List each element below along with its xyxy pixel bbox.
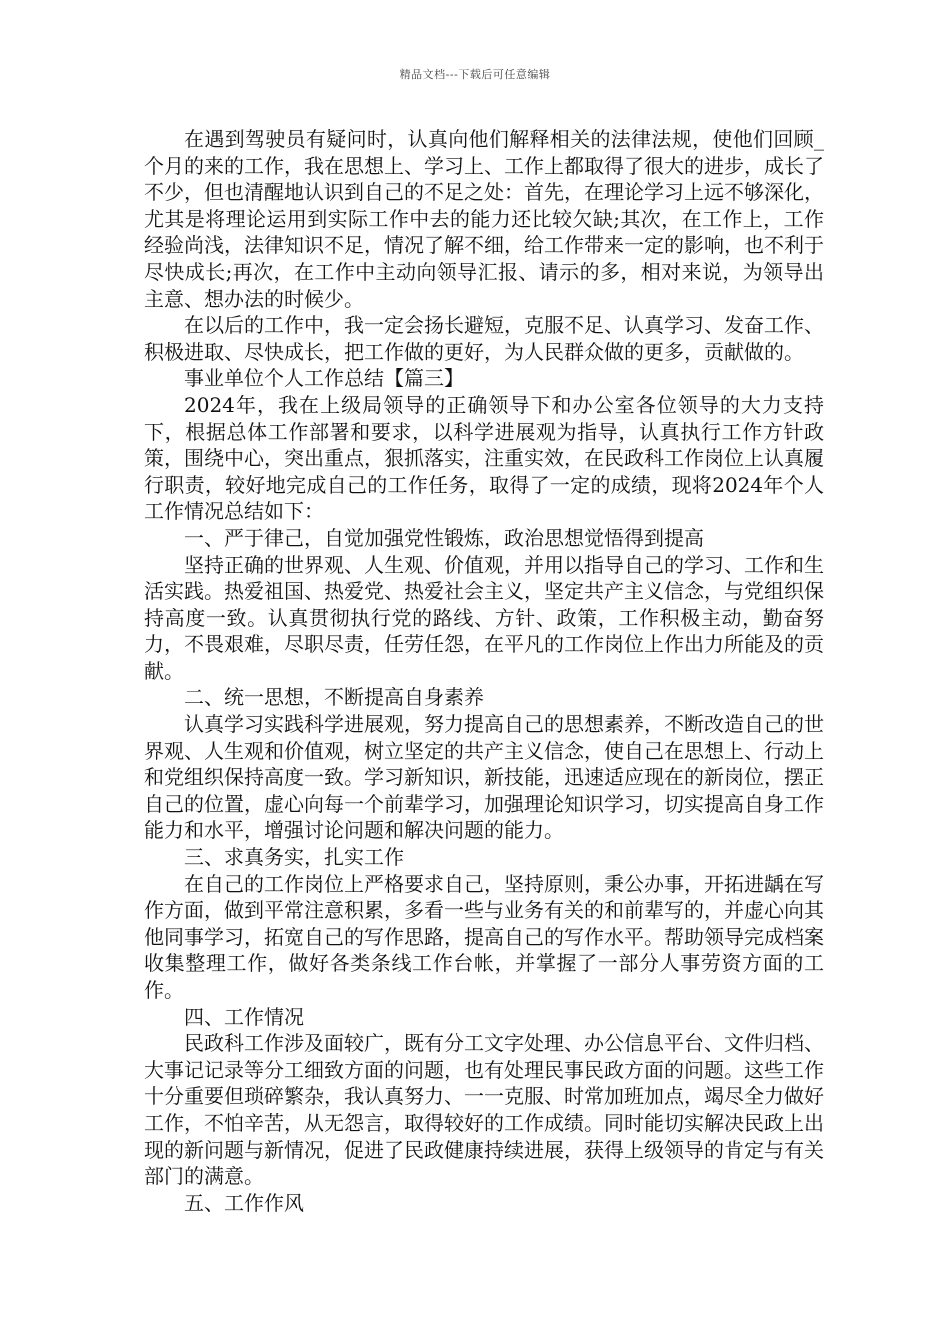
paragraph: 民政科工作涉及面较广，既有分工文字处理、办公信息平台、文件归档、大事记记录等分工细致方面的问题，也有处理民事民政方面的问题。这些工作十分重要但琐碎繁杂，我认真努力、一一克服、时常加班加点，竭尽全力做好工作，不怕辛苦，从无怨言，取得较好的工作成绩。同时能切实解决民政上出现的新问题与新情况，促进了民政健康持续进展，获得上级领导的肯定与有关部门的满意。 bbox=[144, 1031, 824, 1189]
section-heading: 三、求真务实，扎实工作 bbox=[184, 845, 404, 870]
section-title: 事业单位个人工作总结【篇三】 bbox=[184, 366, 464, 391]
paragraph: 2024年，我在上级局领导的正确领导下和办公室各位领导的大力支持下，根据总体工作部署和要求，以科学进展观为指导，认真执行工作方针政策，围绕中心，突出重点，狠抓落实，注重实效，在民政科工作岗位上认真履行职责，较好地完成自己的工作任务，取得了一定的成绩，现将2024年个人工作情况总结如下： bbox=[144, 392, 824, 524]
section-heading: 五、工作作风 bbox=[184, 1190, 304, 1215]
paragraph: 在以后的工作中，我一定会扬长避短，克服不足、认真学习、发奋工作、积极进取、尽快成长，把工作做的更好，为人民群众做的更多，贡献做的。 bbox=[144, 313, 824, 364]
document-body bbox=[144, 126, 824, 1216]
section-heading: 四、工作情况 bbox=[184, 1004, 304, 1029]
paragraph: 坚持正确的世界观、人生观、价值观，并用以指导自己的学习、工作和生活实践。热爱祖国、热爱党、热爱社会主义，坚定共产主义信念，与党组织保持高度一致。认真贯彻执行党的路线、方针、政策，工作积极主动，勤奋努力，不畏艰难，尽职尽责，任劳任怨，在平凡的工作岗位上作出力所能及的贡献。 bbox=[144, 552, 824, 683]
paragraph: 在遇到驾驶员有疑问时，认真向他们解释相关的法律法规，使他们回顾_个月的来的工作，我在思想上、学习上、工作上都取得了很大的进步，成长了不少，但也清醒地认识到自己的不足之处：首先，在理论学习上远不够深化，尤其是将理论运用到实际工作中去的能力还比较欠缺;其次，在工作上，工作经验尚浅，法律知识不足，情况了解不细，给工作带来一定的影响，也不利于尽快成长;再次，在工作中主动向领导汇报、请示的多，相对来说，为领导出主意、想办法的时候少。 bbox=[144, 127, 824, 311]
section-heading: 二、统一思想，不断提高自身素养 bbox=[184, 685, 484, 710]
paragraph: 在自己的工作岗位上严格要求自己，坚持原则，秉公办事，开拓进龋在写作方面，做到平常注意积累，多看一些与业务有关的和前辈写的，并虚心向其他同事学习，拓宽自己的写作思路，提高自己的写作水平。帮助领导完成档案收集整理工作，做好各类条线工作台帐，并掌握了一部分人事劳资方面的工作。 bbox=[144, 871, 824, 1002]
page-header: 精品文档---下载后可任意编辑 bbox=[399, 68, 551, 81]
section-heading: 一、严于律己，自觉加强党性锻炼，政治思想觉悟得到提高 bbox=[184, 525, 704, 550]
paragraph: 认真学习实践科学进展观，努力提高自己的思想素养，不断改造自己的世界观、人生观和价值观，树立坚定的共产主义信念，使自己在思想上、行动上和党组织保持高度一致。学习新知识，新技能，迅速适应现在的新岗位，摆正自己的位置，虚心向每一个前辈学习，加强理论知识学习，切实提高自身工作能力和水平，增强讨论问题和解决问题的能力。 bbox=[144, 712, 824, 843]
